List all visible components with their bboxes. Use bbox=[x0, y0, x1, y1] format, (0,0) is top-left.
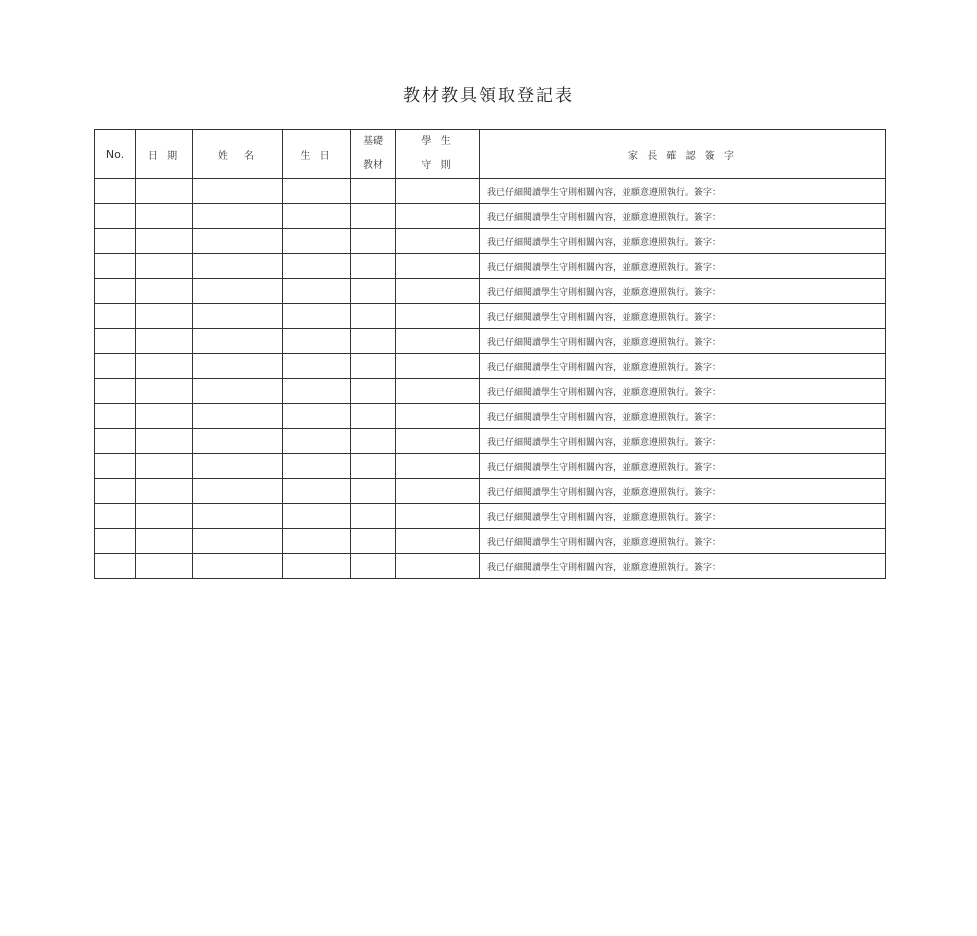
cell-no[interactable] bbox=[95, 554, 136, 579]
cell-parent-signature[interactable]: 我已仔細閱讀學生守則相關內容，並願意遵照執行。簽字： bbox=[480, 304, 886, 329]
cell-basic-materials[interactable] bbox=[351, 304, 396, 329]
table-row bbox=[95, 329, 886, 354]
header-student-rules-bottom: 守 則 bbox=[421, 160, 454, 171]
header-name: 姓 名 bbox=[193, 130, 283, 179]
cell-no[interactable] bbox=[95, 254, 136, 279]
cell-parent-signature[interactable]: 我已仔細閱讀學生守則相關內容，並願意遵照執行。簽字： bbox=[480, 254, 886, 279]
cell-birthday[interactable] bbox=[283, 304, 351, 329]
cell-no[interactable] bbox=[95, 529, 136, 554]
table-row bbox=[95, 504, 886, 529]
cell-birthday[interactable] bbox=[283, 179, 351, 204]
cell-date[interactable] bbox=[136, 429, 193, 454]
cell-no[interactable] bbox=[95, 379, 136, 404]
cell-birthday[interactable] bbox=[283, 529, 351, 554]
cell-parent-signature[interactable]: 我已仔細閱讀學生守則相關內容，並願意遵照執行。簽字： bbox=[480, 379, 886, 404]
cell-basic-materials[interactable] bbox=[351, 554, 396, 579]
header-birthday: 生 日 bbox=[283, 130, 351, 179]
cell-student-rules[interactable] bbox=[396, 554, 480, 579]
cell-parent-signature[interactable]: 我已仔細閱讀學生守則相關內容，並願意遵照執行。簽字： bbox=[480, 479, 886, 504]
table-row bbox=[95, 554, 886, 579]
cell-name[interactable] bbox=[193, 454, 283, 479]
cell-date[interactable] bbox=[136, 254, 193, 279]
table-row bbox=[95, 479, 886, 504]
cell-parent-signature[interactable]: 我已仔細閱讀學生守則相關內容，並願意遵照執行。簽字： bbox=[480, 404, 886, 429]
cell-parent-signature[interactable]: 我已仔細閱讀學生守則相關內容，並願意遵照執行。簽字： bbox=[480, 454, 886, 479]
cell-name[interactable] bbox=[193, 304, 283, 329]
cell-no[interactable] bbox=[95, 504, 136, 529]
table-row bbox=[95, 354, 886, 379]
cell-basic-materials[interactable] bbox=[351, 529, 396, 554]
table-row bbox=[95, 254, 886, 279]
cell-date[interactable] bbox=[136, 179, 193, 204]
cell-no[interactable] bbox=[95, 204, 136, 229]
cell-name[interactable] bbox=[193, 554, 283, 579]
cell-basic-materials[interactable] bbox=[351, 454, 396, 479]
cell-no[interactable] bbox=[95, 454, 136, 479]
table-row bbox=[95, 229, 886, 254]
table-row bbox=[95, 454, 886, 479]
header-student-rules-top: 學 生 bbox=[421, 136, 454, 147]
cell-name[interactable] bbox=[193, 404, 283, 429]
cell-birthday[interactable] bbox=[283, 504, 351, 529]
cell-student-rules[interactable] bbox=[396, 179, 480, 204]
cell-no[interactable] bbox=[95, 479, 136, 504]
page-title: 教材教具領取登記表 bbox=[403, 86, 574, 106]
cell-parent-signature[interactable]: 我已仔細閱讀學生守則相關內容，並願意遵照執行。簽字： bbox=[480, 354, 886, 379]
table-row bbox=[95, 304, 886, 329]
cell-parent-signature[interactable]: 我已仔細閱讀學生守則相關內容，並願意遵照執行。簽字： bbox=[480, 279, 886, 304]
cell-birthday[interactable] bbox=[283, 379, 351, 404]
header-basic-materials bbox=[351, 130, 396, 179]
cell-date[interactable] bbox=[136, 229, 193, 254]
cell-parent-signature[interactable]: 我已仔細閱讀學生守則相關內容，並願意遵照執行。簽字： bbox=[480, 554, 886, 579]
table-row bbox=[95, 204, 886, 229]
cell-student-rules[interactable] bbox=[396, 429, 480, 454]
cell-birthday[interactable] bbox=[283, 329, 351, 354]
cell-date[interactable] bbox=[136, 354, 193, 379]
cell-birthday[interactable] bbox=[283, 454, 351, 479]
cell-basic-materials[interactable] bbox=[351, 254, 396, 279]
cell-no[interactable] bbox=[95, 354, 136, 379]
cell-no[interactable] bbox=[95, 279, 136, 304]
cell-basic-materials[interactable] bbox=[351, 404, 396, 429]
cell-no[interactable] bbox=[95, 429, 136, 454]
cell-name[interactable] bbox=[193, 529, 283, 554]
cell-no[interactable] bbox=[95, 404, 136, 429]
cell-date[interactable] bbox=[136, 504, 193, 529]
cell-student-rules[interactable] bbox=[396, 279, 480, 304]
cell-birthday[interactable] bbox=[283, 479, 351, 504]
cell-birthday[interactable] bbox=[283, 204, 351, 229]
table-row bbox=[95, 529, 886, 554]
header-date: 日 期 bbox=[136, 130, 193, 179]
registration-table bbox=[94, 129, 886, 579]
cell-student-rules[interactable] bbox=[396, 354, 480, 379]
cell-birthday[interactable] bbox=[283, 404, 351, 429]
cell-basic-materials[interactable] bbox=[351, 354, 396, 379]
cell-name[interactable] bbox=[193, 379, 283, 404]
cell-date[interactable] bbox=[136, 379, 193, 404]
cell-basic-materials[interactable] bbox=[351, 204, 396, 229]
cell-birthday[interactable] bbox=[283, 229, 351, 254]
cell-name[interactable] bbox=[193, 354, 283, 379]
cell-date[interactable] bbox=[136, 554, 193, 579]
cell-name[interactable] bbox=[193, 504, 283, 529]
cell-name[interactable] bbox=[193, 179, 283, 204]
cell-name[interactable] bbox=[193, 429, 283, 454]
cell-birthday[interactable] bbox=[283, 354, 351, 379]
cell-student-rules[interactable] bbox=[396, 304, 480, 329]
cell-date[interactable] bbox=[136, 329, 193, 354]
cell-student-rules[interactable] bbox=[396, 404, 480, 429]
cell-name[interactable] bbox=[193, 329, 283, 354]
cell-parent-signature[interactable]: 我已仔細閱讀學生守則相關內容，並願意遵照執行。簽字： bbox=[480, 329, 886, 354]
cell-name[interactable] bbox=[193, 279, 283, 304]
cell-name[interactable] bbox=[193, 229, 283, 254]
cell-parent-signature[interactable]: 我已仔細閱讀學生守則相關內容，並願意遵照執行。簽字： bbox=[480, 204, 886, 229]
cell-date[interactable] bbox=[136, 279, 193, 304]
table-row bbox=[95, 429, 886, 454]
cell-student-rules[interactable] bbox=[396, 379, 480, 404]
header-student-rules bbox=[396, 130, 480, 179]
cell-date[interactable] bbox=[136, 204, 193, 229]
cell-basic-materials[interactable] bbox=[351, 429, 396, 454]
cell-basic-materials[interactable] bbox=[351, 229, 396, 254]
cell-parent-signature[interactable]: 我已仔細閱讀學生守則相關內容，並願意遵照執行。簽字： bbox=[480, 229, 886, 254]
cell-student-rules[interactable] bbox=[396, 454, 480, 479]
table-body bbox=[95, 179, 886, 579]
cell-birthday[interactable] bbox=[283, 554, 351, 579]
cell-date[interactable] bbox=[136, 479, 193, 504]
cell-basic-materials[interactable] bbox=[351, 479, 396, 504]
table-row bbox=[95, 404, 886, 429]
cell-name[interactable] bbox=[193, 479, 283, 504]
cell-basic-materials[interactable] bbox=[351, 279, 396, 304]
cell-basic-materials[interactable] bbox=[351, 379, 396, 404]
table-row bbox=[95, 379, 886, 404]
cell-student-rules[interactable] bbox=[396, 254, 480, 279]
cell-student-rules[interactable] bbox=[396, 504, 480, 529]
cell-name[interactable] bbox=[193, 204, 283, 229]
cell-name[interactable] bbox=[193, 254, 283, 279]
cell-no[interactable] bbox=[95, 179, 136, 204]
table-row bbox=[95, 179, 886, 204]
cell-parent-signature[interactable]: 我已仔細閱讀學生守則相關內容，並願意遵照執行。簽字： bbox=[480, 504, 886, 529]
table-row bbox=[95, 279, 886, 304]
cell-date[interactable] bbox=[136, 529, 193, 554]
cell-no[interactable] bbox=[95, 304, 136, 329]
cell-no[interactable] bbox=[95, 229, 136, 254]
cell-parent-signature[interactable]: 我已仔細閱讀學生守則相關內容，並願意遵照執行。簽字： bbox=[480, 529, 886, 554]
header-no: No. bbox=[95, 130, 136, 179]
header-row bbox=[95, 130, 886, 179]
header-basic-materials-top: 基礎 bbox=[363, 136, 383, 147]
cell-basic-materials[interactable] bbox=[351, 504, 396, 529]
cell-parent-signature[interactable]: 我已仔細閱讀學生守則相關內容，並願意遵照執行。簽字： bbox=[480, 429, 886, 454]
cell-birthday[interactable] bbox=[283, 279, 351, 304]
cell-birthday[interactable] bbox=[283, 429, 351, 454]
cell-date[interactable] bbox=[136, 304, 193, 329]
cell-birthday[interactable] bbox=[283, 254, 351, 279]
cell-no[interactable] bbox=[95, 329, 136, 354]
cell-date[interactable] bbox=[136, 404, 193, 429]
cell-student-rules[interactable] bbox=[396, 529, 480, 554]
cell-parent-signature[interactable]: 我已仔細閱讀學生守則相關內容，並願意遵照執行。簽字： bbox=[480, 179, 886, 204]
cell-basic-materials[interactable] bbox=[351, 329, 396, 354]
header-basic-materials-bottom: 教材 bbox=[363, 160, 383, 171]
cell-student-rules[interactable] bbox=[396, 204, 480, 229]
cell-student-rules[interactable] bbox=[396, 479, 480, 504]
cell-date[interactable] bbox=[136, 454, 193, 479]
header-parent-signature: 家 長 確 認 簽 字 bbox=[480, 130, 886, 179]
cell-student-rules[interactable] bbox=[396, 329, 480, 354]
cell-basic-materials[interactable] bbox=[351, 179, 396, 204]
cell-student-rules[interactable] bbox=[396, 229, 480, 254]
